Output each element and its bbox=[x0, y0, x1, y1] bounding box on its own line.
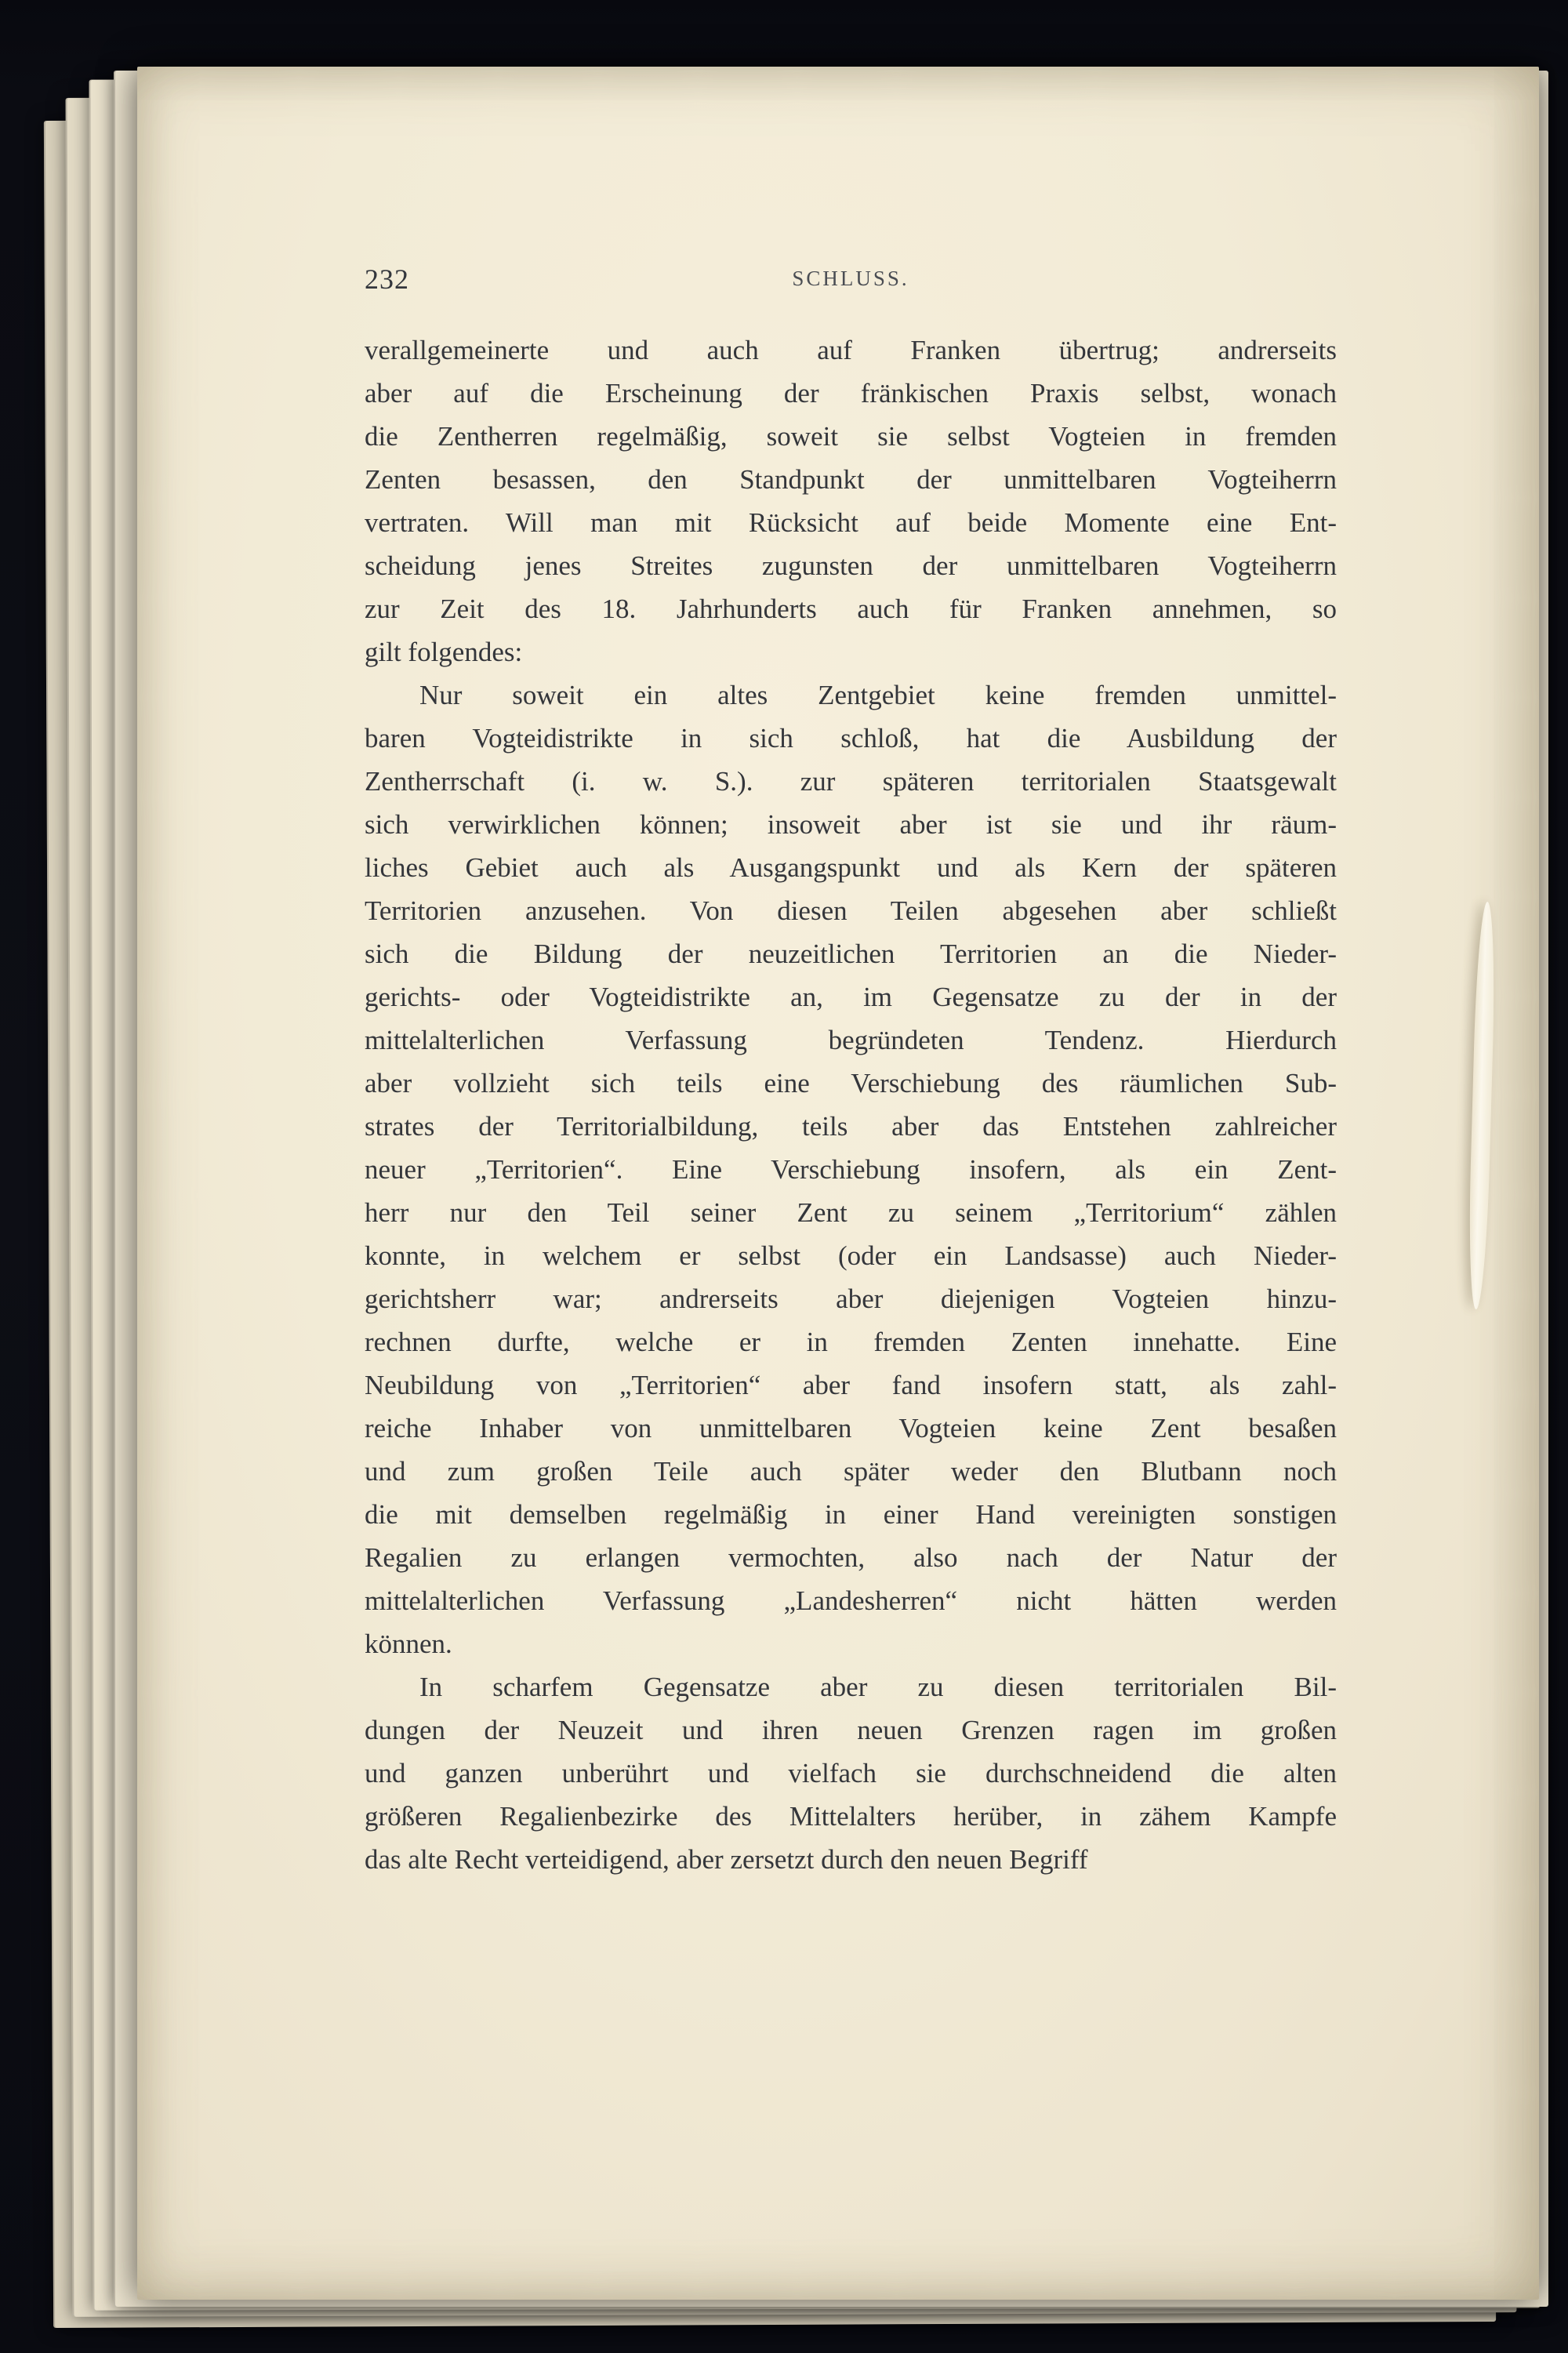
page-number: 232 bbox=[365, 263, 409, 295]
text-line: aber auf die Erscheinung der fränkischen Praxis selbst, wonach bbox=[365, 378, 1337, 409]
text-line: zur Zeit des 18. Jahrhunderts auch für Franken annehmen, so bbox=[365, 594, 1337, 624]
text-line: gerichts- oder Vogteidistrikte an, im Gegensatze zu der in der bbox=[365, 982, 1337, 1012]
text-line: Neubildung von „Territorien“ aber fand insofern statt, als zahl- bbox=[365, 1370, 1337, 1400]
text-line: liches Gebiet auch als Ausgangspunkt und als Kern der späteren bbox=[365, 852, 1337, 883]
text-line: Nur soweit ein altes Zentgebiet keine fremden unmittel- bbox=[419, 680, 1337, 710]
text-line: die mit demselben regelmäßig in einer Hand vereinigten sonstigen bbox=[365, 1499, 1337, 1530]
text-line: Zenten besassen, den Standpunkt der unmittelbaren Vogteiherrn bbox=[365, 464, 1337, 495]
paragraph bbox=[365, 674, 1337, 1665]
text-line: aber vollzieht sich teils eine Verschiebung des räumlichen Sub- bbox=[365, 1068, 1337, 1098]
text-line: sich die Bildung der neuzeitlichen Territorien an die Nieder- bbox=[365, 939, 1337, 969]
text-line: gerichtsherr war; andrerseits aber diejenigen Vogteien hinzu- bbox=[365, 1284, 1337, 1314]
text-line: und ganzen unberührt und vielfach sie durchschneidend die alten bbox=[365, 1758, 1337, 1788]
text-line: können. bbox=[365, 1629, 452, 1659]
text-line: sich verwirklichen können; insoweit aber ist sie und ihr räum- bbox=[365, 809, 1337, 840]
text-line: mittelalterlichen Verfassung begründeten Tendenz. Hierdurch bbox=[365, 1025, 1337, 1055]
text-line: In scharfem Gegensatze aber zu diesen territorialen Bil- bbox=[419, 1672, 1337, 1702]
running-title: SCHLUSS. bbox=[792, 267, 909, 290]
text-line: vertraten. Will man mit Rücksicht auf beide Momente eine Ent- bbox=[365, 507, 1337, 538]
text-line: herr nur den Teil seiner Zent zu seinem „Territorium“ zählen bbox=[365, 1197, 1337, 1228]
text-line: strates der Territorialbildung, teils aber das Entstehen zahlreicher bbox=[365, 1111, 1337, 1142]
text-line: das alte Recht verteidigend, aber zersetzt durch den neuen Begriff bbox=[365, 1844, 1088, 1875]
text-line: neuer „Territorien“. Eine Verschiebung insofern, als ein Zent- bbox=[365, 1154, 1337, 1185]
book-page bbox=[137, 67, 1539, 2300]
text-line: und zum großen Teile auch später weder den Blutbann noch bbox=[365, 1456, 1337, 1487]
paragraph bbox=[365, 329, 1337, 674]
text-line: reiche Inhaber von unmittelbaren Vogteien keine Zent besaßen bbox=[365, 1413, 1337, 1443]
text-line: verallgemeinerte und auch auf Franken übertrug; andrerseits bbox=[365, 335, 1337, 365]
text-line: rechnen durfte, welche er in fremden Zenten innehatte. Eine bbox=[365, 1327, 1337, 1357]
text-line: Zentherrschaft (i. w. S.). zur späteren territorialen Staatsgewalt bbox=[365, 766, 1337, 797]
text-line: mittelalterlichen Verfassung „Landesherren“ nicht hätten werden bbox=[365, 1585, 1337, 1616]
text-line: baren Vogteidistrikte in sich schloß, hat die Ausbildung der bbox=[365, 723, 1337, 753]
paragraph bbox=[365, 1665, 1337, 1881]
text-line: die Zentherren regelmäßig, soweit sie selbst Vogteien in fremden bbox=[365, 421, 1337, 452]
text-line: gilt folgendes: bbox=[365, 637, 523, 667]
text-line: Territorien anzusehen. Von diesen Teilen abgesehen aber schließt bbox=[365, 895, 1337, 926]
text-line: größeren Regalienbezirke des Mittelalters herüber, in zähem Kampfe bbox=[365, 1801, 1337, 1832]
text-block bbox=[365, 329, 1337, 1881]
text-line: Regalien zu erlangen vermochten, also nach der Natur der bbox=[365, 1542, 1337, 1573]
page-header bbox=[365, 263, 1337, 308]
text-line: scheidung jenes Streites zugunsten der unmittelbaren Vogteiherrn bbox=[365, 550, 1337, 581]
text-line: konnte, in welchem er selbst (oder ein Landsasse) auch Nieder- bbox=[365, 1240, 1337, 1271]
text-line: dungen der Neuzeit und ihren neuen Grenzen ragen im großen bbox=[365, 1715, 1337, 1745]
page-content bbox=[365, 263, 1337, 1881]
